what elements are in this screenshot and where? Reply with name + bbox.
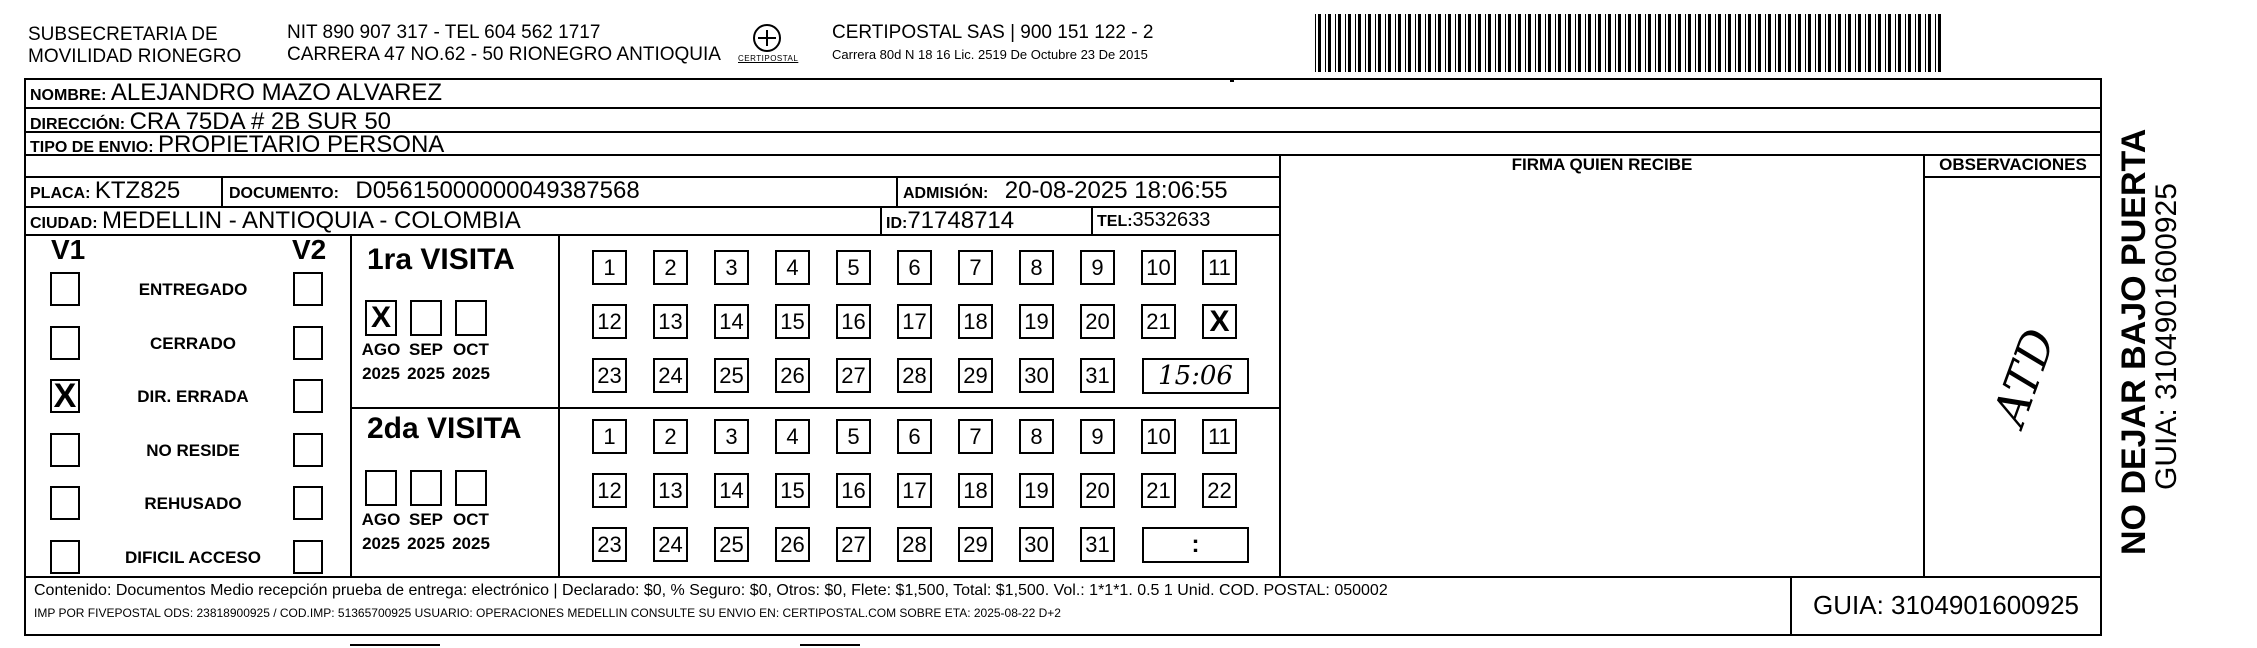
barcode-bar	[1535, 14, 1536, 72]
barcode-bar	[1315, 14, 1316, 72]
status-label: NO RESIDE	[146, 440, 240, 460]
barcode-bar	[1338, 14, 1341, 72]
id-sep	[880, 206, 882, 235]
courier-line-1: CERTIPOSTAL SAS | 900 151 122 - 2	[832, 22, 1154, 43]
barcode-bar	[1398, 14, 1401, 72]
visit2-day-box[interactable]: 13	[653, 473, 688, 508]
courier-line-2: Carrera 80d N 18 16 Lic. 2519 De Octubre 23 De 2015	[832, 47, 1148, 62]
placa-sep	[221, 176, 223, 207]
firma-left	[1279, 154, 1281, 577]
visit2-day-box[interactable]: 5	[836, 419, 871, 454]
visit2-day-box[interactable]: 10	[1141, 419, 1176, 454]
barcode-bar	[1775, 14, 1776, 72]
barcode-bar	[1695, 14, 1696, 72]
admision-sep	[896, 176, 898, 207]
barcode-bar	[1758, 14, 1761, 72]
placa-field	[30, 177, 180, 205]
barcode-bar	[1845, 14, 1846, 72]
admision-label: ADMISIÓN:	[903, 185, 989, 202]
barcode-bar	[1935, 14, 1936, 72]
visit1-day-box[interactable]: 6	[897, 250, 932, 285]
visit1-day-box[interactable]: 23	[592, 358, 627, 393]
nombre-value: ALEJANDRO MAZO ALVAREZ	[110, 79, 443, 106]
barcode-bar	[1415, 14, 1416, 72]
visit1-day-box[interactable]: 18	[958, 304, 993, 339]
no-dejar-bajo-puerta: NO DEJAR BAJO PUERTA	[2115, 128, 2153, 555]
visit-sep	[350, 407, 1280, 409]
barcode-bar	[1325, 14, 1326, 72]
signature-area[interactable]	[1282, 178, 1922, 576]
barcode-bar	[1405, 14, 1406, 72]
barcode-bar	[1708, 14, 1711, 72]
barcode-bar	[1678, 14, 1681, 72]
org-name	[28, 24, 241, 68]
barcode-bar	[1348, 14, 1351, 72]
visit2-day-box[interactable]: 28	[897, 527, 932, 562]
barcode-bar	[1435, 14, 1436, 72]
barcode-bar	[1885, 14, 1886, 72]
barcode-bar	[1745, 14, 1746, 72]
barcode-bar	[1508, 14, 1511, 72]
visit2-day-box[interactable]: 30	[1019, 527, 1054, 562]
barcode-bar	[1558, 14, 1561, 72]
firma-header: FIRMA QUIEN RECIBE	[1511, 155, 1693, 174]
visit1-day-box[interactable]: 13	[653, 304, 688, 339]
barcode-bar	[1528, 14, 1531, 72]
barcode-bar	[1668, 14, 1671, 72]
org-contact	[287, 22, 721, 66]
barcode-bar	[1375, 14, 1376, 72]
visit1-day-box[interactable]: 19	[1019, 304, 1054, 339]
status-v1-checkbox[interactable]: X	[50, 379, 80, 413]
decorative-mark	[1230, 80, 1234, 82]
visit1-day-box[interactable]: 30	[1019, 358, 1054, 393]
barcode-bar	[1868, 14, 1871, 72]
barcode-bar	[1778, 14, 1781, 72]
barcode-bar	[1385, 14, 1386, 72]
barcode-bar	[1565, 14, 1566, 72]
status-v2-checkbox[interactable]	[293, 272, 323, 306]
visit1-day-box[interactable]: 7	[958, 250, 993, 285]
tipo-value: PROPIETARIO PERSONA	[158, 131, 445, 158]
courier-info	[832, 22, 1153, 63]
visit2-day-box[interactable]: 27	[836, 527, 871, 562]
visit1-month-box[interactable]	[410, 300, 442, 336]
visit2-month-label: SEP	[408, 510, 444, 529]
visit2-month-box[interactable]	[365, 470, 397, 506]
barcode-bar	[1818, 14, 1821, 72]
barcode-bar	[1768, 14, 1771, 72]
barcode-bar	[1655, 14, 1656, 72]
barcode-bar	[1428, 14, 1431, 72]
barcode-bar	[1788, 14, 1791, 72]
visit1-day-box[interactable]: 11	[1202, 250, 1237, 285]
barcode-bar	[1495, 14, 1496, 72]
barcode-bar	[1388, 14, 1391, 72]
barcode-bar	[1918, 14, 1921, 72]
nombre-label: NOMBRE:	[30, 87, 107, 104]
placa-label: PLACA:	[30, 185, 91, 202]
status-v2-checkbox[interactable]	[293, 379, 323, 413]
side-guia: GUIA: 3104901600925	[2150, 183, 2183, 490]
logo-text: CERTIPOSTAL	[738, 54, 799, 63]
barcode-bar	[1538, 14, 1541, 72]
visit2-day-box[interactable]: 12	[592, 473, 627, 508]
admision-field	[903, 177, 1228, 205]
scan-artifact	[800, 644, 860, 646]
visit2-month-label: OCT	[453, 510, 489, 529]
barcode-bar	[1465, 14, 1466, 72]
status-label: DIR. ERRADA	[137, 387, 249, 406]
barcode-bar	[1475, 14, 1476, 72]
visit2-day-box[interactable]: 20	[1080, 473, 1115, 508]
visit1-day-box[interactable]: 3	[714, 250, 749, 285]
barcode-bar	[1895, 14, 1896, 72]
tel-label: TEL:	[1097, 213, 1133, 230]
status-v2-checkbox[interactable]	[293, 486, 323, 520]
barcode-bar	[1568, 14, 1571, 72]
barcode-bar	[1928, 14, 1931, 72]
org-line-2: MOVILIDAD RIONEGRO	[28, 46, 242, 67]
barcode-bar	[1448, 14, 1451, 72]
direccion-value: CRA 75DA # 2B SUR 50	[129, 108, 392, 135]
barcode-bar	[1898, 14, 1901, 72]
visit2-day-box[interactable]: 18	[958, 473, 993, 508]
barcode-bar	[1905, 14, 1906, 72]
barcode-bar	[1378, 14, 1381, 72]
barcode-bar	[1798, 14, 1801, 72]
visit1-time-box[interactable]: 15:06	[1142, 358, 1249, 394]
barcode-bar	[1858, 14, 1861, 72]
barcode-bar	[1438, 14, 1441, 72]
status-v1-checkbox[interactable]	[50, 540, 80, 574]
ciudad-field	[30, 207, 521, 235]
barcode-bar	[1698, 14, 1701, 72]
visit2-day-box[interactable]: 15	[775, 473, 810, 508]
visit1-day-box[interactable]: 24	[653, 358, 688, 393]
visit2-day-box[interactable]: 4	[775, 419, 810, 454]
visit2-day-box[interactable]: 11	[1202, 419, 1237, 454]
barcode-bar	[1355, 14, 1356, 72]
footer-contenido: Contenido: Documentos Medio recepción prueba de entrega: electrónico | Declarado: $0, % Seguro: $0, Otros: $0, Flete: $1,500, Total: $1,500. Vol.: 1*1*1. 0.5 1 Unid. COD. POSTAL: 050002	[34, 582, 1388, 599]
barcode-bar	[1628, 14, 1631, 72]
certipostal-logo	[738, 20, 799, 68]
visit1-day-box[interactable]: 26	[775, 358, 810, 393]
visit1-day-box[interactable]: 25	[714, 358, 749, 393]
barcode-bar	[1515, 14, 1516, 72]
status-v2-checkbox[interactable]	[293, 540, 323, 574]
address-line: CARRERA 47 NO.62 - 50 RIONEGRO ANTIOQUIA	[287, 44, 721, 65]
visit2-day-box[interactable]: 7	[958, 419, 993, 454]
barcode-bar	[1418, 14, 1421, 72]
barcode-bar	[1815, 14, 1816, 72]
barcode-bar	[1328, 14, 1331, 72]
visit1-day-box[interactable]: 1	[592, 250, 627, 285]
barcode-bar	[1755, 14, 1756, 72]
barcode-bar	[1595, 14, 1596, 72]
barcode-bar	[1615, 14, 1616, 72]
ciudad-value: MEDELLIN - ANTIOQUIA - COLOMBIA	[102, 207, 521, 234]
barcode-bar	[1888, 14, 1891, 72]
barcode-bar	[1318, 14, 1321, 72]
status-label: ENTREGADO	[138, 280, 248, 299]
barcode-bar	[1665, 14, 1666, 72]
border-right	[2100, 78, 2102, 636]
visit2-day-box[interactable]: 31	[1080, 527, 1115, 562]
barcode-bar	[1648, 14, 1651, 72]
barcode-bar	[1738, 14, 1741, 72]
id-field	[886, 207, 1014, 235]
barcode-bar	[1875, 14, 1876, 72]
barcode-bar	[1478, 14, 1481, 72]
status-v1-checkbox[interactable]	[50, 272, 80, 306]
barcode-bar	[1725, 14, 1726, 72]
visit1-day-box[interactable]: 4	[775, 250, 810, 285]
nit-line: NIT 890 907 317 - TEL 604 562 1717	[287, 22, 601, 43]
barcode-bar	[1618, 14, 1621, 72]
admision-value: 20-08-2025 18:06:55	[1004, 177, 1228, 204]
visit2-day-box[interactable]: 26	[775, 527, 810, 562]
barcode-bar	[1735, 14, 1736, 72]
barcode-bar	[1585, 14, 1586, 72]
barcode-bar	[1748, 14, 1751, 72]
visit2-day-box[interactable]: 25	[714, 527, 749, 562]
visit1-day-box[interactable]: 5	[836, 250, 871, 285]
status-v1-checkbox[interactable]	[50, 433, 80, 467]
barcode-bar	[1838, 14, 1841, 72]
footer-guia: GUIA: 3104901600925	[1813, 590, 2079, 620]
barcode-bar	[1675, 14, 1676, 72]
visit2-day-box[interactable]: 16	[836, 473, 871, 508]
barcode-bar	[1765, 14, 1766, 72]
visit1-day-box[interactable]: 9	[1080, 250, 1115, 285]
barcode-bar	[1335, 14, 1336, 72]
visit1-day-box[interactable]: 2	[653, 250, 688, 285]
barcode-bar	[1808, 14, 1811, 72]
status-label: REHUSADO	[144, 494, 242, 513]
visit1-month-year: 2025	[452, 364, 490, 383]
observaciones-header: OBSERVACIONES	[1939, 155, 2087, 174]
barcode-bar	[1455, 14, 1456, 72]
visit2-day-box[interactable]: 8	[1019, 419, 1054, 454]
barcode-bar	[1638, 14, 1641, 72]
visit1-day-box[interactable]: 15	[775, 304, 810, 339]
visit2-month-box[interactable]	[410, 470, 442, 506]
visit1-day-box[interactable]: 14	[714, 304, 749, 339]
visit2-day-box[interactable]: 23	[592, 527, 627, 562]
visit2-day-box[interactable]: 19	[1019, 473, 1054, 508]
barcode-bar	[1635, 14, 1636, 72]
visit1-day-box[interactable]: 12	[592, 304, 627, 339]
barcode-bar	[1555, 14, 1556, 72]
visit1-day-box[interactable]: X	[1202, 304, 1237, 339]
visit2-day-box[interactable]: 14	[714, 473, 749, 508]
visit2-month-year: 2025	[452, 534, 490, 553]
barcode-bar	[1705, 14, 1706, 72]
visit1-title: 1ra VISITA	[367, 243, 515, 276]
visit1-month-label: OCT	[453, 340, 489, 359]
barcode-bar	[1915, 14, 1916, 72]
barcode-bar	[1805, 14, 1806, 72]
barcode-bar	[1505, 14, 1506, 72]
barcode-bar	[1878, 14, 1881, 72]
barcode-bar	[1588, 14, 1591, 72]
status-v1-checkbox[interactable]	[50, 326, 80, 360]
status-sep	[350, 234, 352, 577]
visit1-month-year: 2025	[362, 364, 400, 383]
barcode-bar	[1625, 14, 1626, 72]
placa-value: KTZ825	[94, 177, 181, 204]
barcode-bar	[1488, 14, 1491, 72]
barcode-bar	[1938, 14, 1941, 72]
status-label: DIFICIL ACCESO	[124, 547, 261, 567]
id-label: ID:	[886, 215, 908, 232]
documento-label: DOCUMENTO:	[229, 185, 339, 202]
visit1-day-box[interactable]: 21	[1141, 304, 1176, 339]
row-sep-obs	[1924, 176, 2102, 178]
barcode-bar	[1445, 14, 1446, 72]
documento-value: D05615000000049387568	[355, 177, 640, 204]
visit1-month-box[interactable]: X	[365, 300, 397, 336]
status-v2-checkbox[interactable]	[293, 326, 323, 360]
tel-value: 3532633	[1132, 209, 1211, 231]
visit-days-sep	[558, 234, 560, 577]
barcode-bar	[1828, 14, 1831, 72]
observaciones-handwriting: ATD	[1981, 321, 2067, 433]
visit2-month-year: 2025	[362, 534, 400, 553]
barcode-bar	[1345, 14, 1346, 72]
barcode-bar	[1525, 14, 1526, 72]
tel-field	[1097, 209, 1210, 232]
barcode-bar	[1825, 14, 1826, 72]
visit2-day-box[interactable]: 9	[1080, 419, 1115, 454]
barcode-bar	[1368, 14, 1371, 72]
barcode-bar	[1645, 14, 1646, 72]
status-label: CERRADO	[150, 333, 236, 353]
barcode-bar	[1468, 14, 1471, 72]
visit1-day-box[interactable]: 28	[897, 358, 932, 393]
barcode-bar	[1855, 14, 1856, 72]
visit1-month-label: AGO	[361, 340, 401, 359]
status-v2-checkbox[interactable]	[293, 433, 323, 467]
barcode-bar	[1548, 14, 1551, 72]
barcode-bar	[1458, 14, 1461, 72]
tipo-field	[30, 131, 444, 159]
barcode-bar	[1658, 14, 1661, 72]
barcode-bar	[1715, 14, 1716, 72]
barcode-bar	[1785, 14, 1786, 72]
org-line-1: SUBSECRETARIA DE	[28, 24, 218, 45]
visit1-day-box[interactable]: 31	[1080, 358, 1115, 393]
v2-label: V2	[292, 234, 327, 265]
barcode-bar	[1795, 14, 1796, 72]
barcode-bar	[1605, 14, 1606, 72]
barcode-bar	[1578, 14, 1581, 72]
obs-left	[1923, 154, 1925, 577]
documento-field	[229, 177, 640, 205]
id-value: 71748714	[907, 207, 1015, 234]
visit2-day-box[interactable]: 29	[958, 527, 993, 562]
visit2-month-year: 2025	[407, 534, 445, 553]
barcode-bar	[1685, 14, 1686, 72]
footer-impresion: IMP POR FIVEPOSTAL ODS: 23818900925 / COD.IMP: 51365700925 USUARIO: OPERACIONES MEDELLIN CONSULTE SU ENVIO EN: CERTIPOSTAL.COM SOBRE ETA: 2025-08-22 D+2	[34, 606, 1061, 620]
status-v1-checkbox[interactable]	[50, 486, 80, 520]
barcode-bar	[1848, 14, 1851, 72]
visit2-day-box[interactable]: 3	[714, 419, 749, 454]
barcode-bar	[1395, 14, 1396, 72]
visit1-day-box[interactable]: 27	[836, 358, 871, 393]
barcode-bar	[1835, 14, 1836, 72]
visit2-day-box[interactable]: 6	[897, 419, 932, 454]
barcode-bar	[1358, 14, 1361, 72]
visit2-day-box[interactable]: 22	[1202, 473, 1237, 508]
barcode-bar	[1908, 14, 1911, 72]
barcode-bar	[1485, 14, 1486, 72]
visit1-month-box[interactable]	[455, 300, 487, 336]
barcode-bar	[1498, 14, 1501, 72]
barcode-bar	[1408, 14, 1411, 72]
nombre-field	[30, 79, 442, 107]
visit1-day-box[interactable]: 20	[1080, 304, 1115, 339]
direccion-label: DIRECCIÓN:	[30, 116, 126, 133]
visit2-day-box[interactable]: 17	[897, 473, 932, 508]
visit1-day-box[interactable]: 16	[836, 304, 871, 339]
barcode-bar	[1718, 14, 1721, 72]
visit2-day-box[interactable]: 21	[1141, 473, 1176, 508]
barcode-bar	[1598, 14, 1601, 72]
barcode-bar	[1365, 14, 1366, 72]
tipo-label: TIPO DE ENVIO:	[30, 139, 154, 156]
visit2-day-box[interactable]: 2	[653, 419, 688, 454]
visit2-title: 2da VISITA	[367, 412, 522, 445]
visit1-month-year: 2025	[407, 364, 445, 383]
tel-sep	[1091, 206, 1093, 235]
visit1-day-box[interactable]: 8	[1019, 250, 1054, 285]
visit2-time-box[interactable]: :	[1142, 527, 1249, 563]
ciudad-label: CIUDAD:	[30, 215, 98, 232]
barcode-bar	[1425, 14, 1426, 72]
barcode-bar	[1545, 14, 1546, 72]
barcode	[1313, 14, 1949, 72]
scan-artifact	[350, 644, 440, 646]
barcode-bar	[1608, 14, 1611, 72]
border-left	[24, 78, 26, 636]
visit1-day-box[interactable]: 10	[1141, 250, 1176, 285]
barcode-bar	[1575, 14, 1576, 72]
barcode-bar	[1925, 14, 1926, 72]
visit2-day-box[interactable]: 1	[592, 419, 627, 454]
barcode-bar	[1728, 14, 1731, 72]
visit1-day-box[interactable]: 17	[897, 304, 932, 339]
visit2-month-box[interactable]	[455, 470, 487, 506]
barcode-bar	[1865, 14, 1866, 72]
barcode-bar	[1518, 14, 1521, 72]
visit2-month-label: AGO	[361, 510, 401, 529]
visit1-month-label: SEP	[408, 340, 444, 359]
visit1-day-box[interactable]: 29	[958, 358, 993, 393]
visit2-day-box[interactable]: 24	[653, 527, 688, 562]
v1-label: V1	[51, 234, 86, 265]
barcode-bar	[1688, 14, 1691, 72]
